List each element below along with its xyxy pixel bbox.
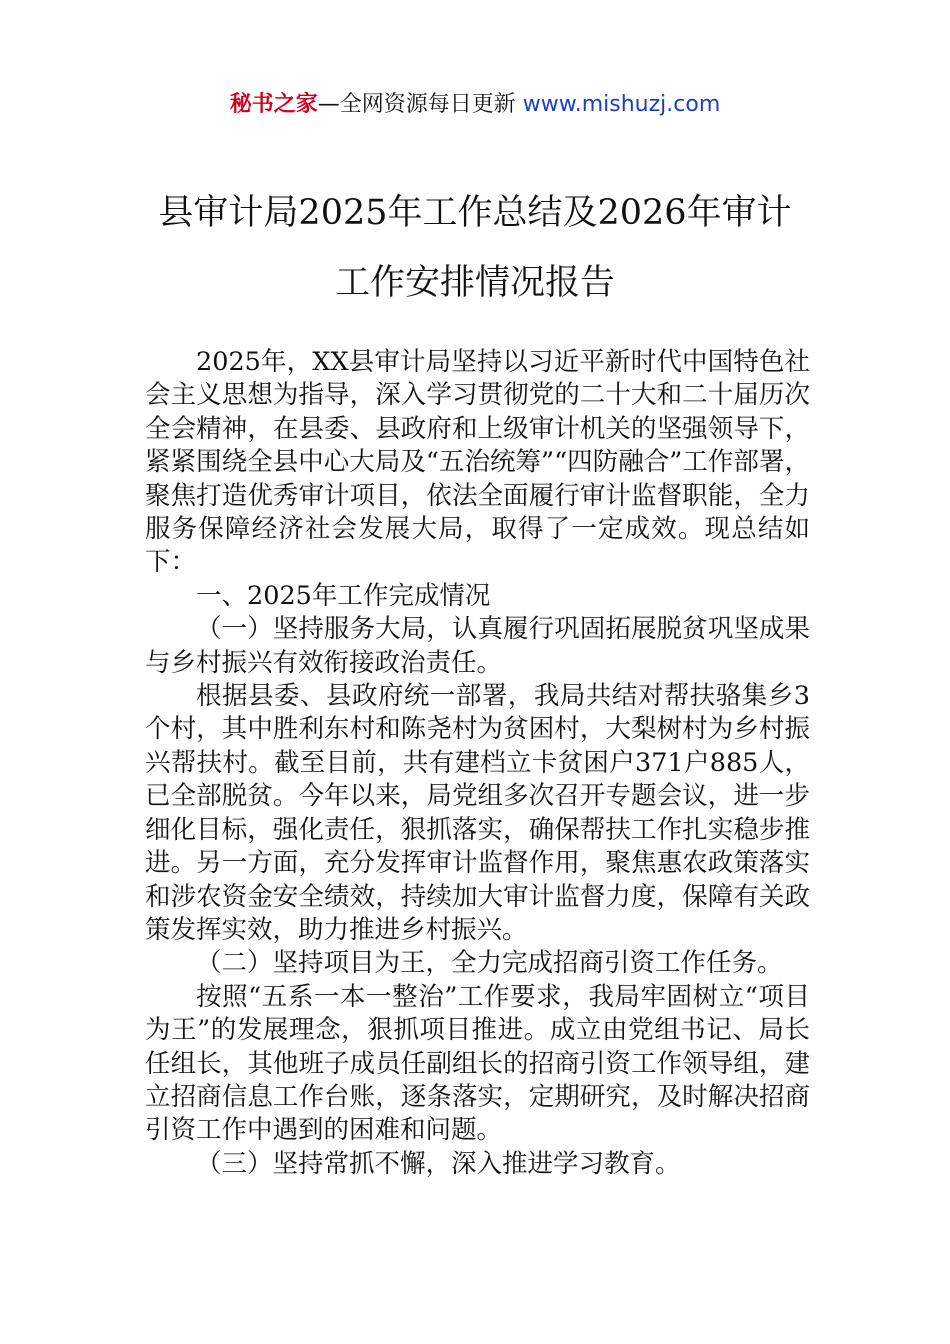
body-paragraph-1: 根据县委、县政府统一部署，我局共结对帮扶骆集乡3个村，其中胜利东村和陈尧村为贫困村，大梨树村为乡村振兴帮扶村。截至目前，共有建档立卡贫困户371户885人，已全部脱贫。今年以来，局党组多次召开专题会议，进一步细化目标，强化责任，狠抓落实，确保帮扶工作扎实稳步推进。另一方面，充分发挥审计监督作用，聚焦惠农政策落实和涉农资金安全绩效，持续加大审计监督力度，保障有关政策发挥实效，助力推进乡村振兴。 [145,681,810,945]
document-body [145,346,810,1181]
section-heading: 一、2025年工作完成情况 [196,580,491,611]
site-tagline: —全网资源每日更新 [317,92,523,117]
site-url[interactable]: www.mishuzj.com [522,92,721,117]
subsection-heading-1: （一）坚持服务大局，认真履行巩固拓展脱贫巩坚成果与乡村振兴有效衔接政治责任。 [145,614,810,678]
subsection-heading-3: （三）坚持常抓不懈，深入推进学习教育。 [196,1148,681,1179]
document-title [100,178,850,318]
title-line-1: 县审计局2025年工作总结及2026年审计 [158,193,792,233]
intro-paragraph: 2025年，XX县审计局坚持以习近平新时代中国特色社会主义思想为指导，深入学习贯彻党的二十大和二十届历次全会精神，在县委、县政府和上级审计机关的坚强领导下，紧紧围绕全县中心大局及“五治统筹”“四防融合”工作部署，聚焦打造优秀审计项目，依法全面履行审计监督职能，全力服务保障经济社会发展大局，取得了一定成效。现总结如下： [145,347,810,578]
title-line-2: 工作安排情况报告 [334,263,615,303]
subsection-heading-2: （二）坚持项目为王，全力完成招商引资工作任务。 [196,948,783,979]
site-brand: 秘书之家 [229,92,318,117]
site-header [0,90,950,120]
body-paragraph-2: 按照“五系一本一整治”工作要求，我局牢固树立“项目为王”的发展理念，狠抓项目推进。成立由党组书记、局长任组长，其他班子成员任副组长的招商引资工作领导组，建立招商信息工作台账，逐条落实，定期研究，及时解决招商引资工作中遇到的困难和问题。 [145,981,810,1146]
